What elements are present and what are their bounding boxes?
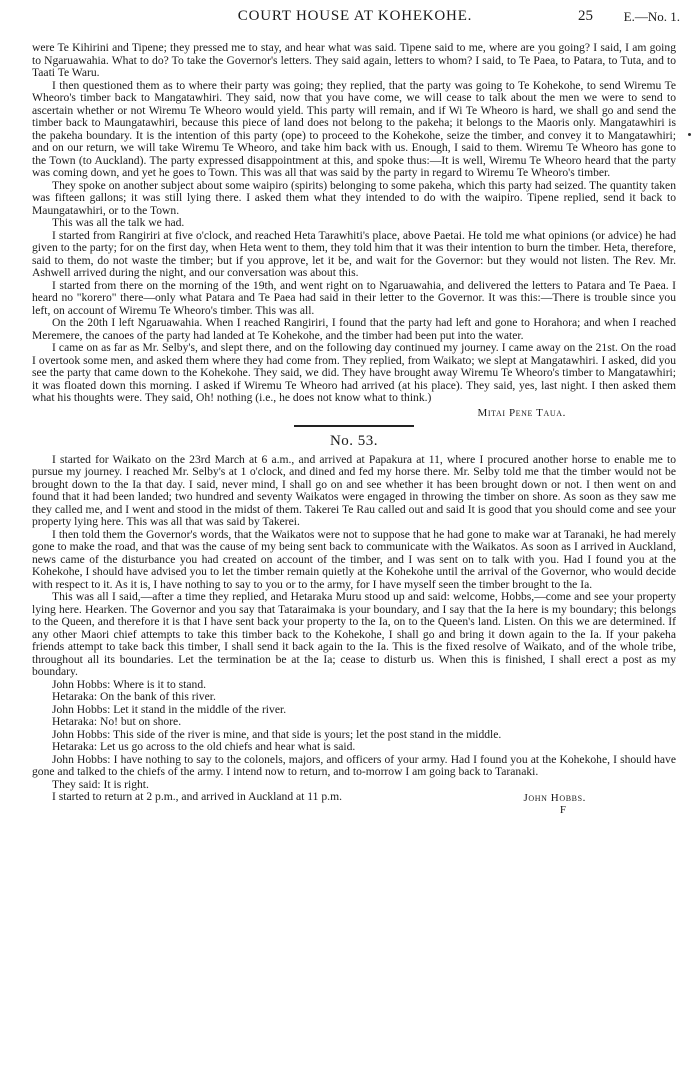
paragraph: I then told them the Governor's words, that the Waikatos were not to suppose that he had gone to make war at Taranaki, he had merely gone to make the road, and that was the cause of my being sent back to communicate with the Waikatos. As soon as I arrived in Auckland, news came of the disturbance you had created on account of the timber, and I was sent on to talk with you. Had I found you at the Kohekohe, I should have advised you to let the timber remain quietly at the Kohekohe until the arrival of the Governor, who would decide with respect to it. As it is, I have nothing to say to you or to the army, for I have myself seen the timber brought to the Ia. — [32, 527, 676, 591]
signature-mitai: Mitai Pene Taua. — [477, 406, 566, 419]
dialogue-line: Hetaraka: Let us go across to the old chiefs and hear what is said. — [52, 740, 356, 753]
section-divider — [294, 425, 414, 427]
paragraph: This was all the talk we had. — [52, 216, 185, 229]
dialogue-line: John Hobbs: Where is it to stand. — [52, 677, 207, 691]
paragraph: I started from Rangiriri at five o'clock, and reached Heta Tarawhiti's place, above Paetai. He told me what opinions (or advice) he had given to the party; for on the first day, when Heta went to them, they told him that it was their intention to burn the timber. Heta, therefore, said to them, do not waste the timber; but if you approve, let it be, and wait for the Governor: but they would not listen. The Rev. Mr. Ashwell arrived during the night, and our conversation was about this. — [32, 228, 676, 279]
paragraph: John Hobbs: I have nothing to say to the colonels, majors, and officers of your army. Had I found you at the Kohekohe, I should have gone and talked to the chiefs of the army. I intend now to return, and to-morrow I am going back to Taranaki. — [32, 752, 676, 778]
signature-mark: F — [559, 804, 566, 816]
paragraph: I started for Waikato on the 23rd March at 6 a.m., and arrived at Papakura at 11, where I procured another horse to enable me to pursue my journey. I reached Mr. Selby's at 1 o'clock, and dined and fed my horse there. Mr. Selby told me that the timber would not be brought down to the Ia that day. I said, never mind, I shall go on and see whether it has been brought down or not. I then went on and found that it had been landed; two hundred and seventy Waikatos were engaged in throwing the timber on shore. As soon as they saw me they called me, and I went and stood in the midst of them. Takerei Te Rau called out and said It is good that you should come and see your property lying here. This was all that was said by Takerei. — [32, 452, 676, 528]
document-reference: E.—No. 1. — [623, 9, 680, 24]
paragraph: They spoke on another subject about some waipiro (spirits) belonging to some pakeha, which this party had seized. The quantity taken was fifteen gallons; it was still lying there. I asked them what they intended to do with the waipiro. Tipene replied, send it back to Maungatawhiri, or to the Town. — [32, 178, 676, 217]
page-number: 25 — [578, 8, 593, 24]
paragraph: were Te Kihirini and Tipene; they pressed me to stay, and hear what was said. Tipene said to me, where are you going? I said, I am going to Ngaruawahia. What to do? To take the Governor's letters. They said again, letters to whom? I said, to Te Paea, to Patara, to Tuta, and to Taati Te Waru. — [32, 41, 676, 79]
dialogue-line: John Hobbs: Let it stand in the middle of the river. — [52, 702, 287, 716]
dialogue-line: They said: It is right. — [52, 777, 149, 791]
dialogue-line: Hetaraka: No! but on shore. — [52, 715, 182, 728]
signature-hobbs: John Hobbs. — [523, 791, 586, 804]
page-header — [30, 8, 680, 32]
body-text — [32, 42, 676, 817]
paragraph: I came on as far as Mr. Selby's, and slept there, and on the following day continued my journey. I came away on the 21st. On the road I overtook some men, and asked them where they had come from. They replied, from Waikato; we slept at Mangatawhiri. I asked, did you see the party that came down to the Kohekohe. They said, we did. They have brought away Wiremu Te Wheoro's timber to Mangatawhiri; it was floated down this morning. I asked if Wiremu Te Wheoro had arrived (at his place). They said, yes, last night. I then asked them what his thoughts were. They said, Oh! nothing (i.e., he does not know what to think.) — [32, 341, 676, 404]
paragraph: On the 20th I left Ngaruawahia. When I reached Rangiriri, I found that the party had left and gone to Horahora; and when I reached Meremere, the canoes of the party had landed at Te Kohekohe, and the timber had been put into the water. — [32, 316, 676, 342]
section-heading: No. 53. — [329, 433, 379, 449]
margin-mark — [688, 133, 691, 136]
paragraph: I then questioned them as to where their party was going; they replied, that the party was going to Te Kohekohe, to send Wiremu Te Wheoro's timber back to Mangatawhiri. They said, now that you have come, we will cease to talk about the men we were to send to ascertain whether or not Wiremu Te Wheoro would yield. This party will remain, and if Wi Te Wheoro is hard, we shall go and send the timber back to Maungatawhiri, because this piece of land does not belong to the pakeha; it belongs to the Maoris only. Mangatawhiri is the pakeha boundary. It is the intention of this party (ope) to proceed to the Kohekohe, seize the timber, and convey it to Mangatawhiri; and on our return, we will take Wiremu Te Wheoro, and take him back with us. Enough, I said to them. Wiremu Te Wheoro has gone to the Town (to Auckland). The party expressed disappointment at this, and spoke thus:—It is well, Wiremu Te Wheoro heard that the party was coming down, and yet he goes to Town. This was all that was said by the party in regard to Wiremu Te Wheoro's timber. — [32, 78, 676, 179]
dialogue-line: John Hobbs: This side of the river is mine, and that side is yours; let the post stand in the middle. — [52, 727, 502, 741]
dialogue-line: I started to return at 2 p.m., and arrived in Auckland at 11 p.m. — [52, 790, 342, 803]
dialogue-line: Hetaraka: On the bank of this river. — [52, 690, 216, 703]
paragraph: This was all I said,—after a time they replied, and Hetaraka Muru stood up and said: welcome, Hobbs,—come and see your property lying here. Hearken. The Governor and you say that Tataraimaka is your boundary, and I say that the Ia here is my boundary; this belongs to the Queen, and therefore it is that I have sent back your property to the Ia, on to the Queen's land. Listen. On this we are determined. If any other Maori chief attempts to take this timber back to the Kohekohe, I shall go and bring it down again to the Ia. If your pakeha friends attempt to take back this timber, I shall send it back again to the Ia. This is the fixed resolve of Waikato, and of the whole tribe, throughout all its boundaries. Let the termination be at the Ia; cease to disturb us. When this is finished, I shall erect a post as my boundary. — [32, 590, 676, 678]
running-title: COURT HOUSE AT KOHEKOHE. — [237, 8, 473, 24]
paragraph: I started from there on the morning of the 19th, and went right on to Ngaruawahia, and delivered the letters to Patara and Te Paea. I heard no "korero" there—only what Patara and Te Paea had said in their letter to the Governor. It was this:—There is trouble since you left, on account of Wiremu Te Wheoro's timber. This was all. — [32, 278, 676, 317]
